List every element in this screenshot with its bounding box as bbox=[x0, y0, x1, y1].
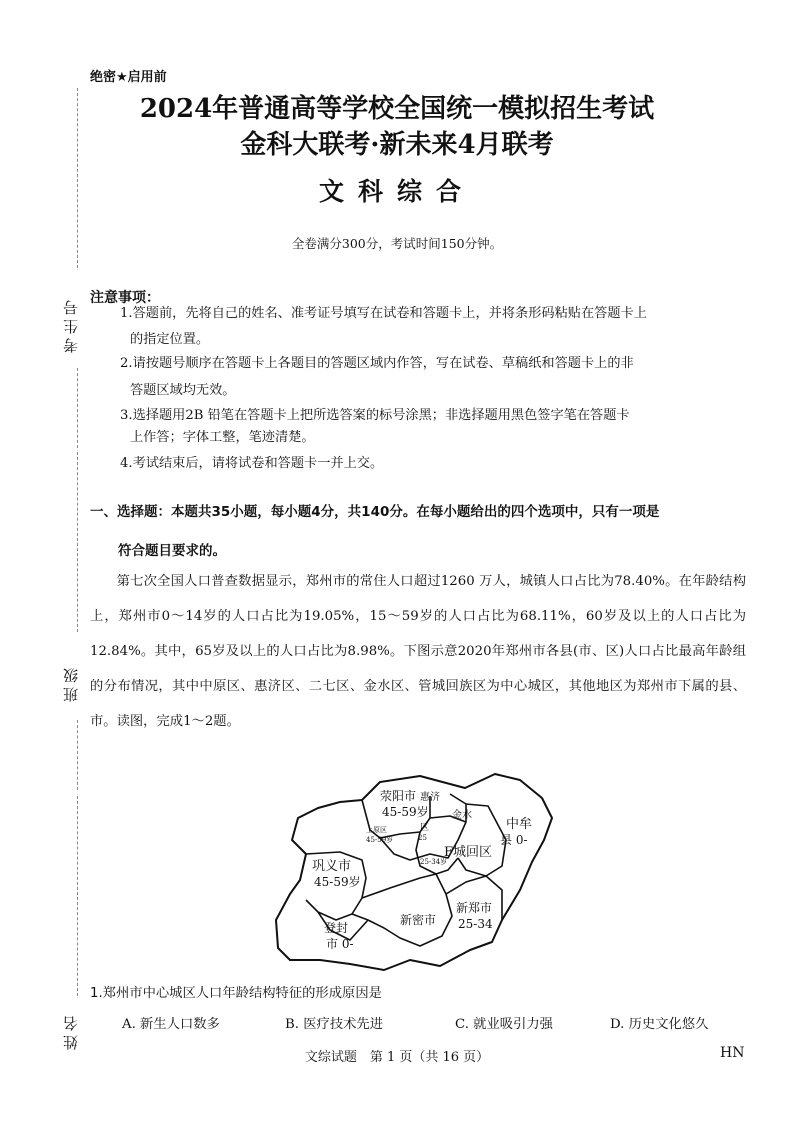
binding-line-2 bbox=[77, 368, 78, 448]
exam-title: 2024年普通高等学校全国统一模拟招生考试 bbox=[139, 94, 655, 124]
map-label-erqi: 25-34岁 bbox=[420, 858, 448, 866]
section-heading: 一、选择题：本题共35小题，每小题4分，共140分。在每小题给出的四个选项中，只有一项是 bbox=[90, 504, 660, 520]
confidential-mark: 绝密★启用前 bbox=[90, 70, 167, 85]
map-label-gongyi: 巩义市 bbox=[312, 859, 352, 874]
question-1-stem: 1.郑州市中心城区人口年龄结构特征的形成原因是 bbox=[90, 986, 382, 1001]
map-label-zhongyuan: 上原区 bbox=[366, 826, 387, 834]
map-label-guancheng: F城回区 bbox=[444, 845, 493, 860]
notice-item-1-cont: 的指定位置。 bbox=[130, 332, 210, 347]
map-label-qu: 区 bbox=[420, 823, 430, 833]
notice-item-3: 3.选择题用2B 铅笔在答题卡上把所选答案的标号涂黑；非选择题用黑色签字笔在答题卡 bbox=[120, 408, 630, 423]
notice-item-2-cont: 答题区域均无效。 bbox=[130, 383, 236, 398]
notice-heading: 注意事项： bbox=[90, 290, 160, 306]
question-1-option-d: D. 历史文化悠久 bbox=[610, 1017, 709, 1032]
name-label: 姓名 bbox=[62, 1012, 80, 1050]
class-label: 班级 bbox=[62, 664, 80, 702]
subject-title: 文科综合 bbox=[318, 177, 475, 206]
map-label-xinzheng-age: 25-34 bbox=[458, 917, 493, 931]
page-footer: 文综试题 第 1 页（共 16 页） bbox=[304, 1050, 490, 1065]
binding-line-4 bbox=[77, 720, 78, 790]
map-label-qi: 25 bbox=[418, 834, 427, 842]
notice-item-2: 2.请按题号顺序在答题卡上各题目的答题区域内作答，写在试卷、草稿纸和答题卡上的非 bbox=[120, 356, 634, 371]
map-label-zhongyuan-age: 45-59岁 bbox=[366, 836, 394, 844]
question-1-option-c: C. 就业吸引力强 bbox=[455, 1017, 553, 1032]
exam-number-label: 考生号 bbox=[62, 296, 80, 353]
map-label-jinshui: 金水 bbox=[452, 810, 472, 821]
map-label-dengfeng: 登封 bbox=[324, 921, 349, 935]
map-label-gongyi-age: 45-59岁 bbox=[314, 875, 361, 889]
map-label-huiji: 惠济 bbox=[420, 792, 440, 803]
question-1-option-b: B. 医疗技术先进 bbox=[285, 1017, 384, 1032]
notice-item-1: 1.答题前，先将自己的姓名、准考证号填写在试卷和答题卡上，并将条形码粘贴在答题卡上 bbox=[120, 306, 647, 321]
notice-item-3-cont: 上作答；字体工整，笔迹清楚。 bbox=[130, 430, 315, 445]
notice-item-4: 4.考试结束后，请将试卷和答题卡一并上交。 bbox=[120, 456, 384, 471]
passage-text: 第七次全国人口普查数据显示，郑州市的常住人口超过1260 万人，城镇人口占比为78.40%。在年龄结构上，郑州市0～14岁的人口占比为19.05%，15～59岁的人口占比为68.11%，60岁及以上的人口占比为12.84%。其中，65岁及以上的人口占比为8.98%。下图示意2020年郑州市各县(市、区)人口占比最高年龄组的分布情况，其中中原区、惠济区、二七区、金水区、管城回族区为中心城区，其他地区为郑州市下属的县、市。读图，完成1～2题。 bbox=[90, 574, 746, 729]
question-1-option-a: A. 新生人口数多 bbox=[122, 1017, 220, 1032]
map-label-zhongmou: 中牟 bbox=[506, 817, 533, 832]
map-label-xinmi: 新密市 bbox=[400, 913, 437, 927]
map-label-xingyang-age: 45-59岁 bbox=[382, 805, 429, 819]
section-heading-cont: 符合题目要求的。 bbox=[118, 543, 226, 559]
zhengzhou-map bbox=[270, 770, 570, 976]
binding-line-5 bbox=[77, 796, 78, 996]
exam-info: 全卷满分300分，考试时间150分钟。 bbox=[291, 236, 503, 251]
binding-line-3 bbox=[77, 452, 78, 632]
exam-subtitle: 金科大联考·新未来4月联考 bbox=[240, 130, 554, 160]
map-label-xingyang: 荥阳市 bbox=[380, 789, 417, 803]
map-label-dengfeng-age: 市 0- bbox=[326, 937, 354, 951]
map-label-xinzheng: 新郑市 bbox=[456, 901, 493, 915]
map-label-zhongmou-age: 县 0- bbox=[500, 833, 528, 847]
region-code: HN bbox=[720, 1045, 745, 1061]
